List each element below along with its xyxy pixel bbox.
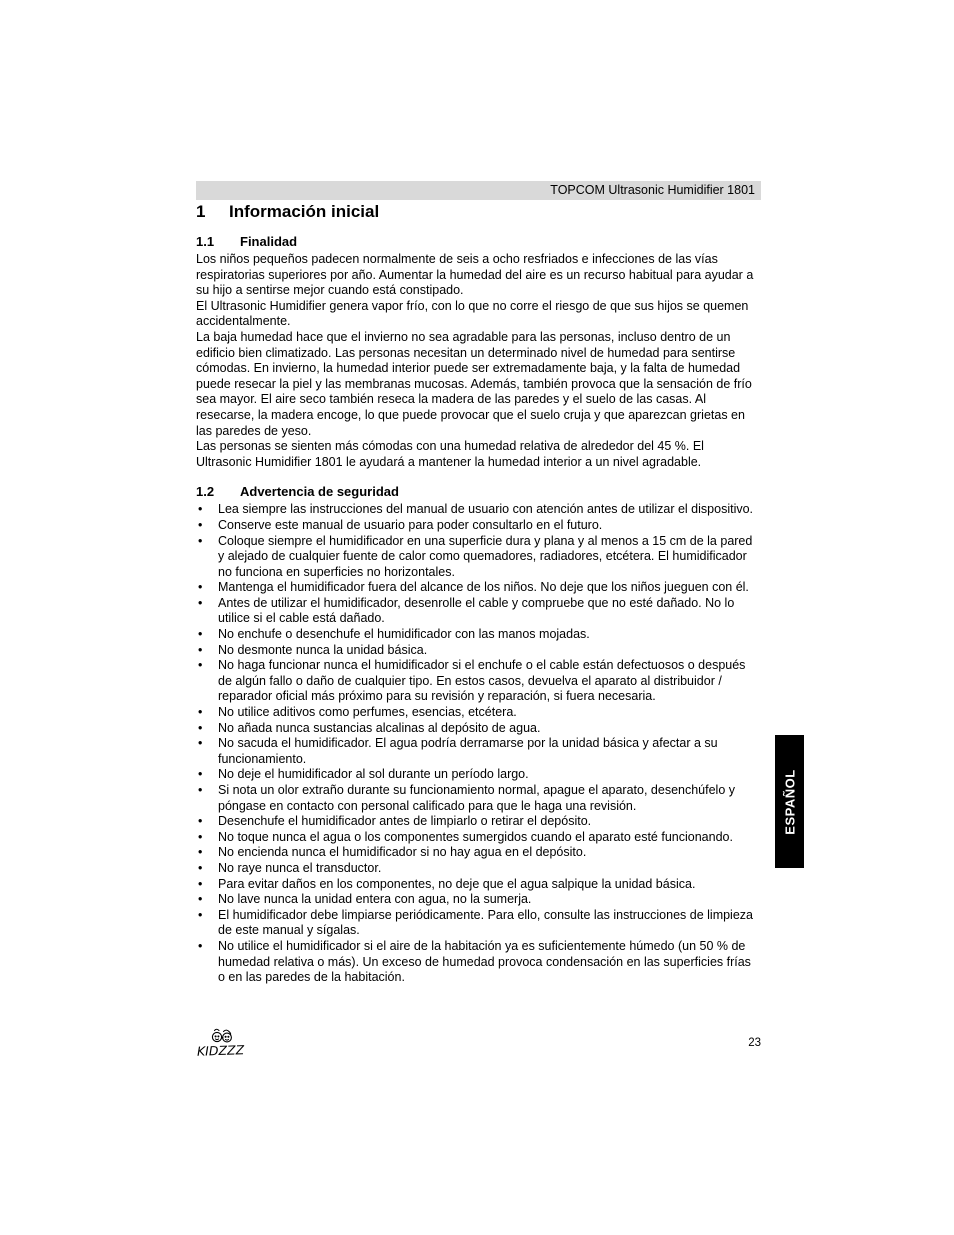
- list-item-text: Conserve este manual de usuario para poder consultarlo en el futuro.: [218, 517, 603, 532]
- kidzzz-faces-logo-icon: [194, 1026, 248, 1060]
- list-item-text: Si nota un olor extraño durante su funcionamiento normal, apague el aparato, desenchúfelo y póngase en contacto con personal calificado para que le haga una revisión.: [218, 783, 736, 813]
- list-item-text: Coloque siempre el humidificador en una superficie dura y plana y al menos a 15 cm de la pared y alejado de cualquier fuente de calor como quemadores, radiadores, etcétera. El humidificador no funciona en superficies no horizontales.: [218, 533, 753, 579]
- list-item-text: Para evitar daños en los componentes, no deje que el agua salpique la unidad básica.: [218, 876, 696, 891]
- bullet-symbol: •: [198, 580, 203, 595]
- list-item: [196, 705, 761, 721]
- section-1-2-title: Advertencia de seguridad: [240, 484, 399, 500]
- bullet-symbol: •: [198, 783, 203, 797]
- list-item: [196, 736, 761, 767]
- list-item: [196, 861, 761, 877]
- bullet-symbol: •: [198, 502, 203, 517]
- logo-text: KIDZZZ: [196, 1042, 245, 1059]
- list-item: [196, 892, 761, 908]
- list-item-text: El humidificador debe limpiarse periódicamente. Para ello, consulte las instrucciones de limpieza de este manual y sígalas.: [218, 907, 753, 938]
- list-item-text: No utilice aditivos como perfumes, esencias, etcétera.: [218, 705, 517, 720]
- paragraph: Las personas se sienten más cómodas con una humedad relativa de alrededor del 45 %. El Ultrasonic Humidifier 1801 le ayudará a mantener la humedad interior a un nivel agradable.: [196, 439, 704, 469]
- list-item: [196, 767, 761, 783]
- bullet-symbol: •: [198, 876, 203, 891]
- list-item: [196, 877, 761, 893]
- list-item-text: No haga funcionar nunca el humidificador si el enchufe o el cable están defectuosos o después de algún fallo o daño de cualquier tipo. En estos casos, devuelva el aparato al distribuidor / reparador oficial más próximo para su revisión y reparación, si fuera necesaria.: [218, 658, 746, 704]
- bullet-symbol: •: [198, 658, 203, 673]
- list-item: [196, 845, 761, 861]
- list-item-text: No enchufe o desenchufe el humidificador con las manos mojadas.: [218, 627, 590, 642]
- bullet-symbol: •: [198, 860, 203, 875]
- header-bar: [196, 181, 761, 200]
- language-side-tab: [775, 735, 804, 868]
- list-item: [196, 658, 761, 705]
- section-1-1-title: Finalidad: [240, 234, 298, 249]
- list-item-text: No desmonte nunca la unidad básica.: [218, 642, 428, 657]
- bullet-symbol: •: [198, 595, 203, 610]
- list-item-text: Antes de utilizar el humidificador, desenrolle el cable y compruebe que no esté dañado. No lo utilice si el cable está dañado.: [218, 595, 735, 626]
- section-1-2-heading: [196, 484, 761, 500]
- list-item: [196, 939, 761, 986]
- list-item: [196, 643, 761, 659]
- paragraph: La baja humedad hace que el invierno no sea agradable para las personas, incluso dentro de un edificio bien climatizado. Las personas necesitan un determinado nivel de humedad para sentirse cómodas. En invierno, la humedad interior puede ser extremadamente baja, y la falta de humedad puede resecar la piel y las membranas mucosas. Además, también provoca que la sensación de frío sea mayor. El aire seco también reseca la madera de las paredes y el suelo de las casas. Al resecarse, la madera encoge, lo que puede provocar que el suelo cruja y que aparezcan grietas en las paredes de yeso.: [196, 329, 752, 438]
- bullet-symbol: •: [198, 736, 203, 751]
- section-1-1-number: 1.1: [196, 234, 215, 249]
- list-item-text: No añada nunca sustancias alcalinas al depósito de agua.: [218, 720, 541, 735]
- list-item-text: Desenchufe el humidificador antes de limpiarlo o retirar el depósito.: [218, 814, 592, 829]
- page-content: [196, 202, 761, 986]
- list-item-text: No raye nunca el transductor.: [218, 860, 382, 875]
- list-item: [196, 596, 761, 627]
- list-item-text: No utilice el humidificador si el aire de la habitación ya es suficientemente húmedo (un 50 % de humedad relativa o más). Un exceso de humedad provoca condensación en las superficies frías o en las paredes de la habitación.: [218, 938, 751, 985]
- safety-warning-list: [196, 502, 761, 985]
- bullet-symbol: •: [198, 517, 203, 532]
- list-item: [196, 830, 761, 846]
- section-1-2-number: 1.2: [196, 484, 215, 500]
- section-1-number: 1: [196, 202, 206, 221]
- list-item-text: No encienda nunca el humidificador si no hay agua en el depósito.: [218, 845, 587, 860]
- section-1-1-body: [196, 252, 761, 470]
- bullet-symbol: •: [198, 720, 203, 735]
- language-side-tab-label: ESPAÑOL: [782, 768, 797, 835]
- paragraph: Los niños pequeños padecen normalmente de seis a ocho resfriados e infecciones de las vías respiratorias superiores por año. Aumentar la humedad del aire es un recurso habitual para ayudar a su hijo a sentirse mejor cuando está constipado.: [196, 252, 754, 298]
- list-item-text: No deje el humidificador al sol durante un período largo.: [218, 767, 529, 782]
- page-number: 23: [748, 1037, 761, 1049]
- list-item-text: No toque nunca el agua o los componentes sumergidos cuando el aparato esté funcionando.: [218, 829, 733, 844]
- bullet-symbol: •: [198, 892, 203, 907]
- bullet-symbol: •: [198, 533, 203, 548]
- list-item-text: No lave nunca la unidad entera con agua, no la sumerja.: [218, 892, 532, 907]
- list-item: [196, 534, 761, 581]
- list-item-text: Mantenga el humidificador fuera del alcance de los niños. No deje que los niños jueguen con él.: [218, 580, 749, 595]
- list-item: [196, 502, 761, 518]
- list-item-text: No sacuda el humidificador. El agua podría derramarse por la unidad básica y afectar a su funcionamiento.: [218, 736, 718, 766]
- bullet-symbol: •: [198, 642, 203, 657]
- bullet-symbol: •: [198, 845, 203, 860]
- list-item-text: Lea siempre las instrucciones del manual de usuario con atención antes de utilizar el dispositivo.: [218, 502, 754, 517]
- header-title: TOPCOM Ultrasonic Humidifier 1801: [550, 183, 755, 197]
- bullet-symbol: •: [198, 938, 203, 953]
- list-item: [196, 627, 761, 643]
- list-item: [196, 783, 761, 814]
- bullet-symbol: •: [198, 907, 203, 922]
- section-1-title: Información inicial: [229, 202, 380, 221]
- list-item: [196, 580, 761, 596]
- list-item: [196, 814, 761, 830]
- kidzzz-logo: [194, 1026, 248, 1060]
- bullet-symbol: •: [198, 767, 203, 782]
- bullet-symbol: •: [198, 627, 203, 642]
- bullet-symbol: •: [198, 705, 203, 720]
- list-item: [196, 908, 761, 939]
- section-1-1-heading: [196, 234, 761, 250]
- list-item: [196, 721, 761, 737]
- bullet-symbol: •: [198, 829, 203, 844]
- list-item: [196, 518, 761, 534]
- paragraph: El Ultrasonic Humidifier genera vapor frío, con lo que no corre el riesgo de que sus hijos se quemen accidentalmente.: [196, 298, 749, 329]
- bullet-symbol: •: [198, 814, 203, 829]
- section-1-heading: [196, 202, 761, 222]
